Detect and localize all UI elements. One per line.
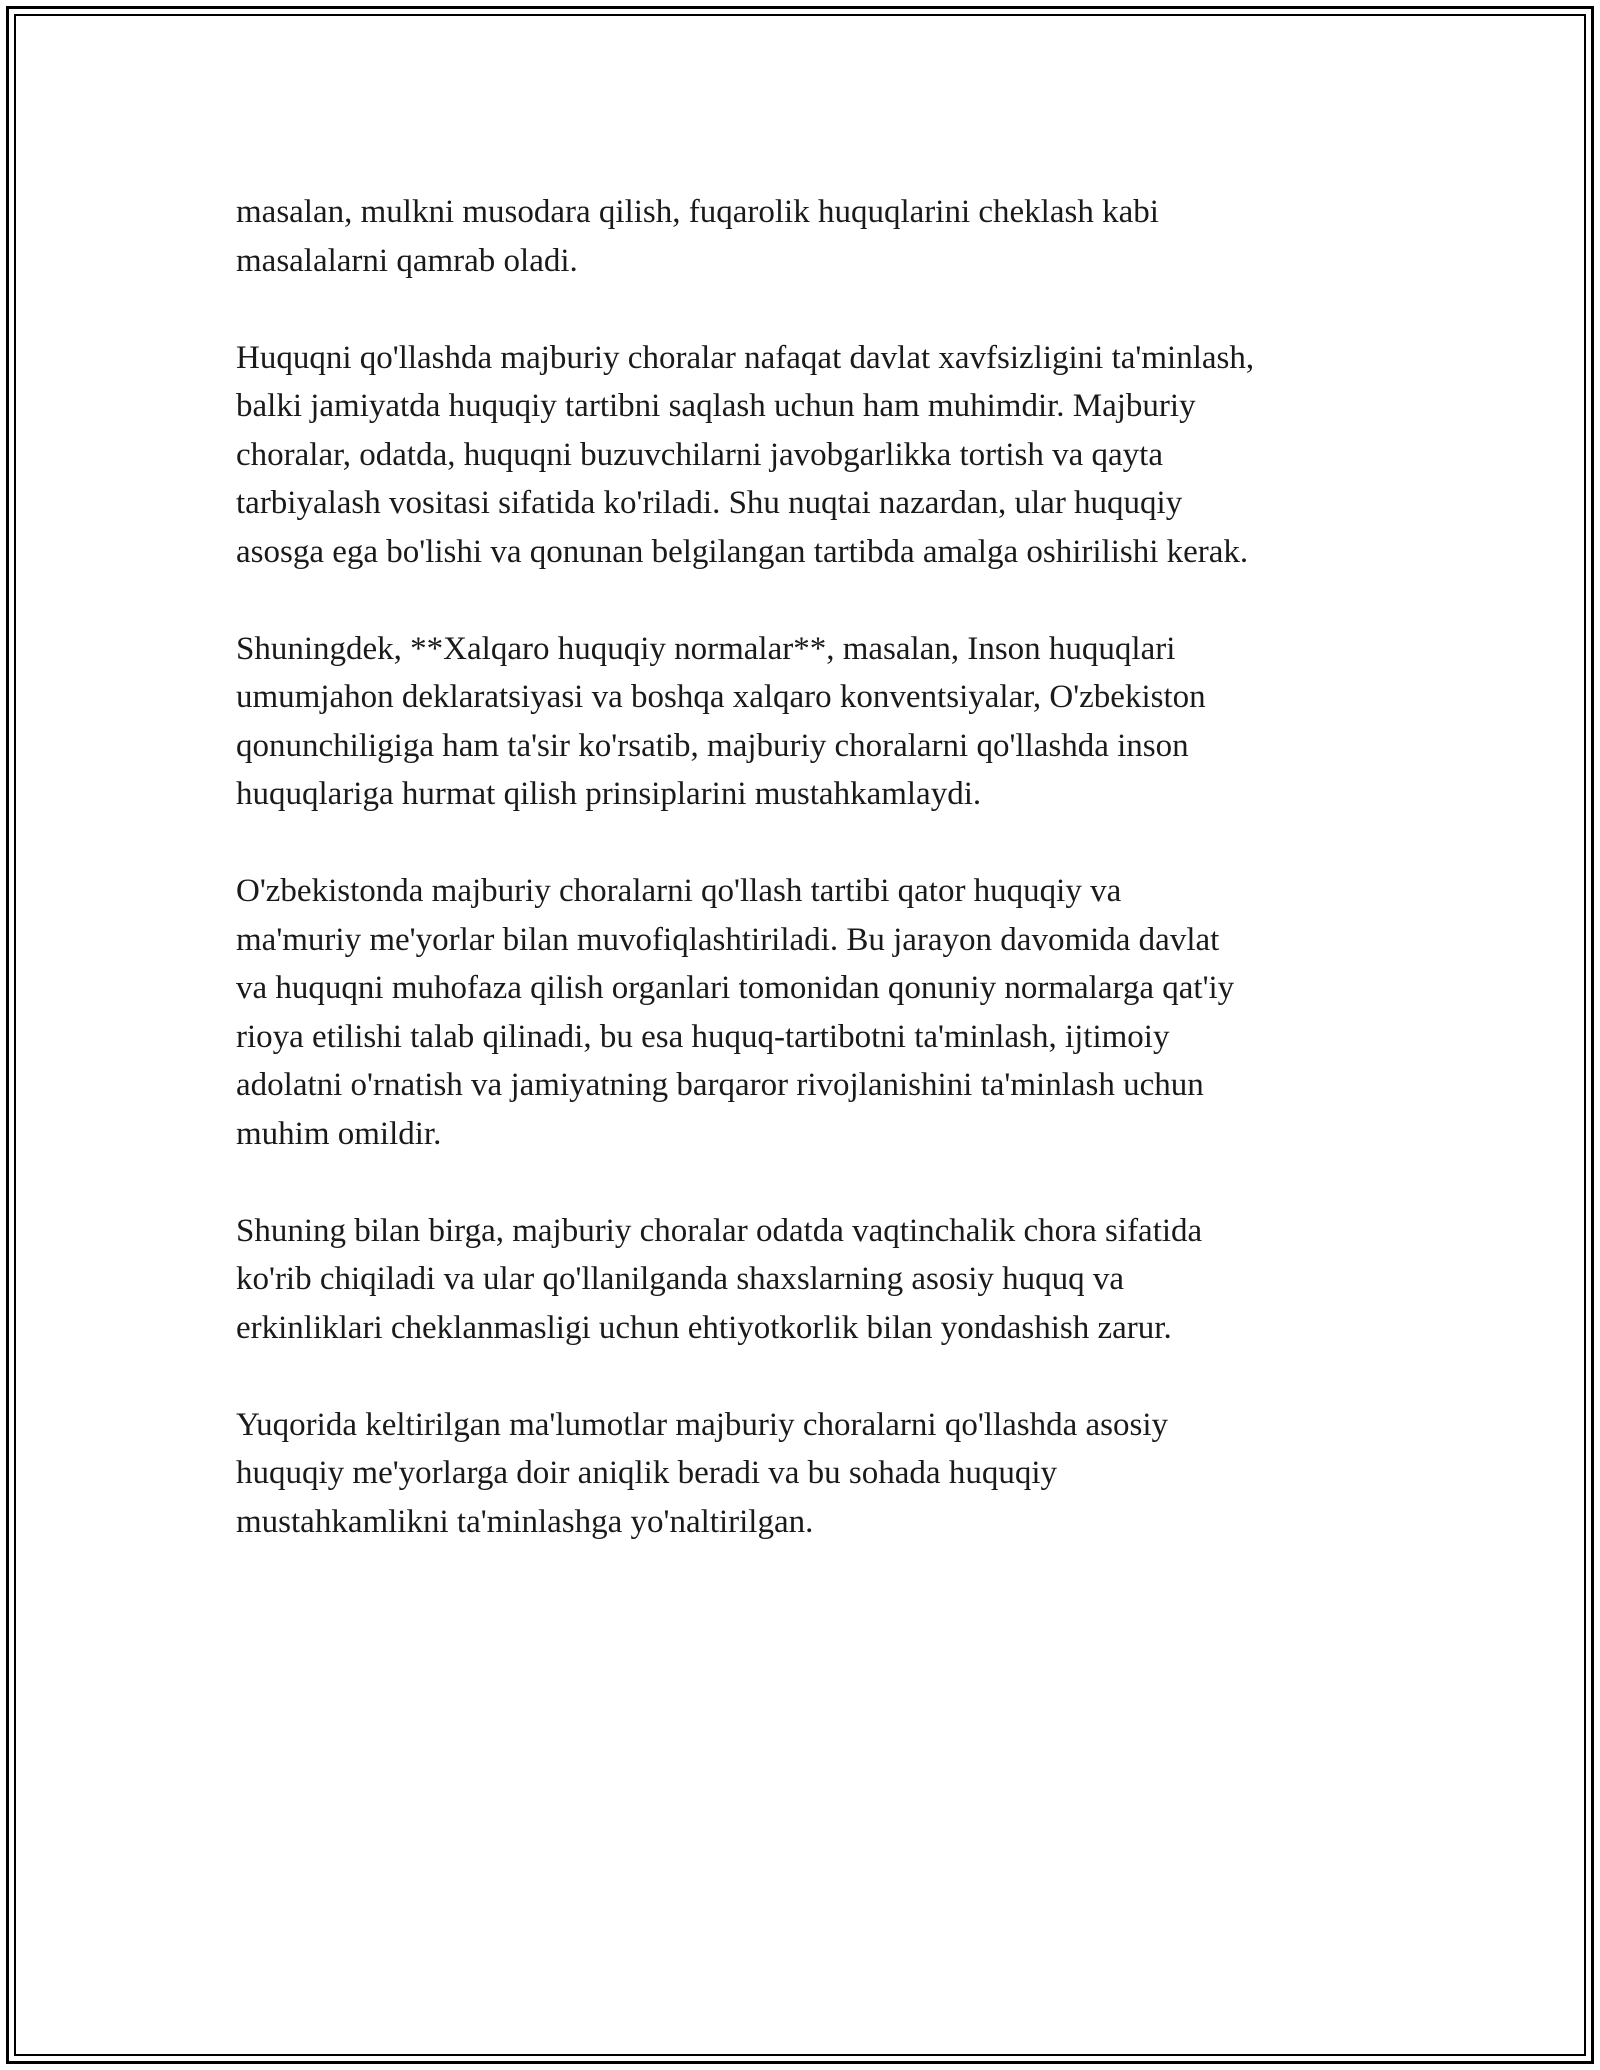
paragraph-5: Shuning bilan birga, majburiy choralar odatda vaqtinchalik chora sifatida ko'rib chiqiladi va ular qo'llanilganda shaxslarning asosiy huquq va erkinliklari cheklanmasligi uchun ehtiyotkorlik bilan yondashish zarur.: [236, 1212, 1203, 1346]
paragraph-1: masalan, mulkni musodara qilish, fuqarolik huquqlarini cheklash kabi masalalarni qamrab oladi.: [236, 194, 1159, 279]
paragraph-6: Yuqorida keltirilgan ma'lumotlar majburiy choralarni qo'llashda asosiy huquqiy me'yorlarga doir aniqlik beradi va bu sohada huquqiy mustahkamlikni ta'minlashga yo'naltirilgan.: [236, 1406, 1168, 1540]
document-body: [236, 188, 1386, 1595]
paragraph-3: Shuningdek, **Xalqaro huquqiy normalar**, masalan, Inson huquqlari umumjahon deklaratsiyasi va boshqa xalqaro konventsiyalar, O'zbekiston qonunchiligiga ham ta'sir ko'rsatib, majburiy choralarni qo'llashda inson huquqlariga hurmat qilish prinsiplarini mustahkamlaydi.: [236, 630, 1206, 812]
paragraph-2: Huquqni qo'llashda majburiy choralar nafaqat davlat xavfsizligini ta'minlash, balki jamiyatda huquqiy tartibni saqlash uchun ham muhimdir. Majburiy choralar, odatda, huquqni buzuvchilarni javobgarlikka tortish va qayta tarbiyalash vositasi sifatida ko'riladi. Shu nuqtai nazardan, ular huquqiy asosga ega bo'lishi va qonunan belgilangan tartibda amalga oshirilishi kerak.: [236, 339, 1255, 570]
paragraph-4: O'zbekistonda majburiy choralarni qo'llash tartibi qator huquqiy va ma'muriy me'yorlar bilan muvofiqlashtiriladi. Bu jarayon davomida davlat va huquqni muhofaza qilish organlari tomonidan qonuniy normalarga qat'iy rioya etilishi talab qilinadi, bu esa huquq-tartibotni ta'minlash, ijtimoiy adolatni o'rnatish va jamiyatning barqaror rivojlanishini ta'minlash uchun muhim omildir.: [236, 873, 1235, 1152]
